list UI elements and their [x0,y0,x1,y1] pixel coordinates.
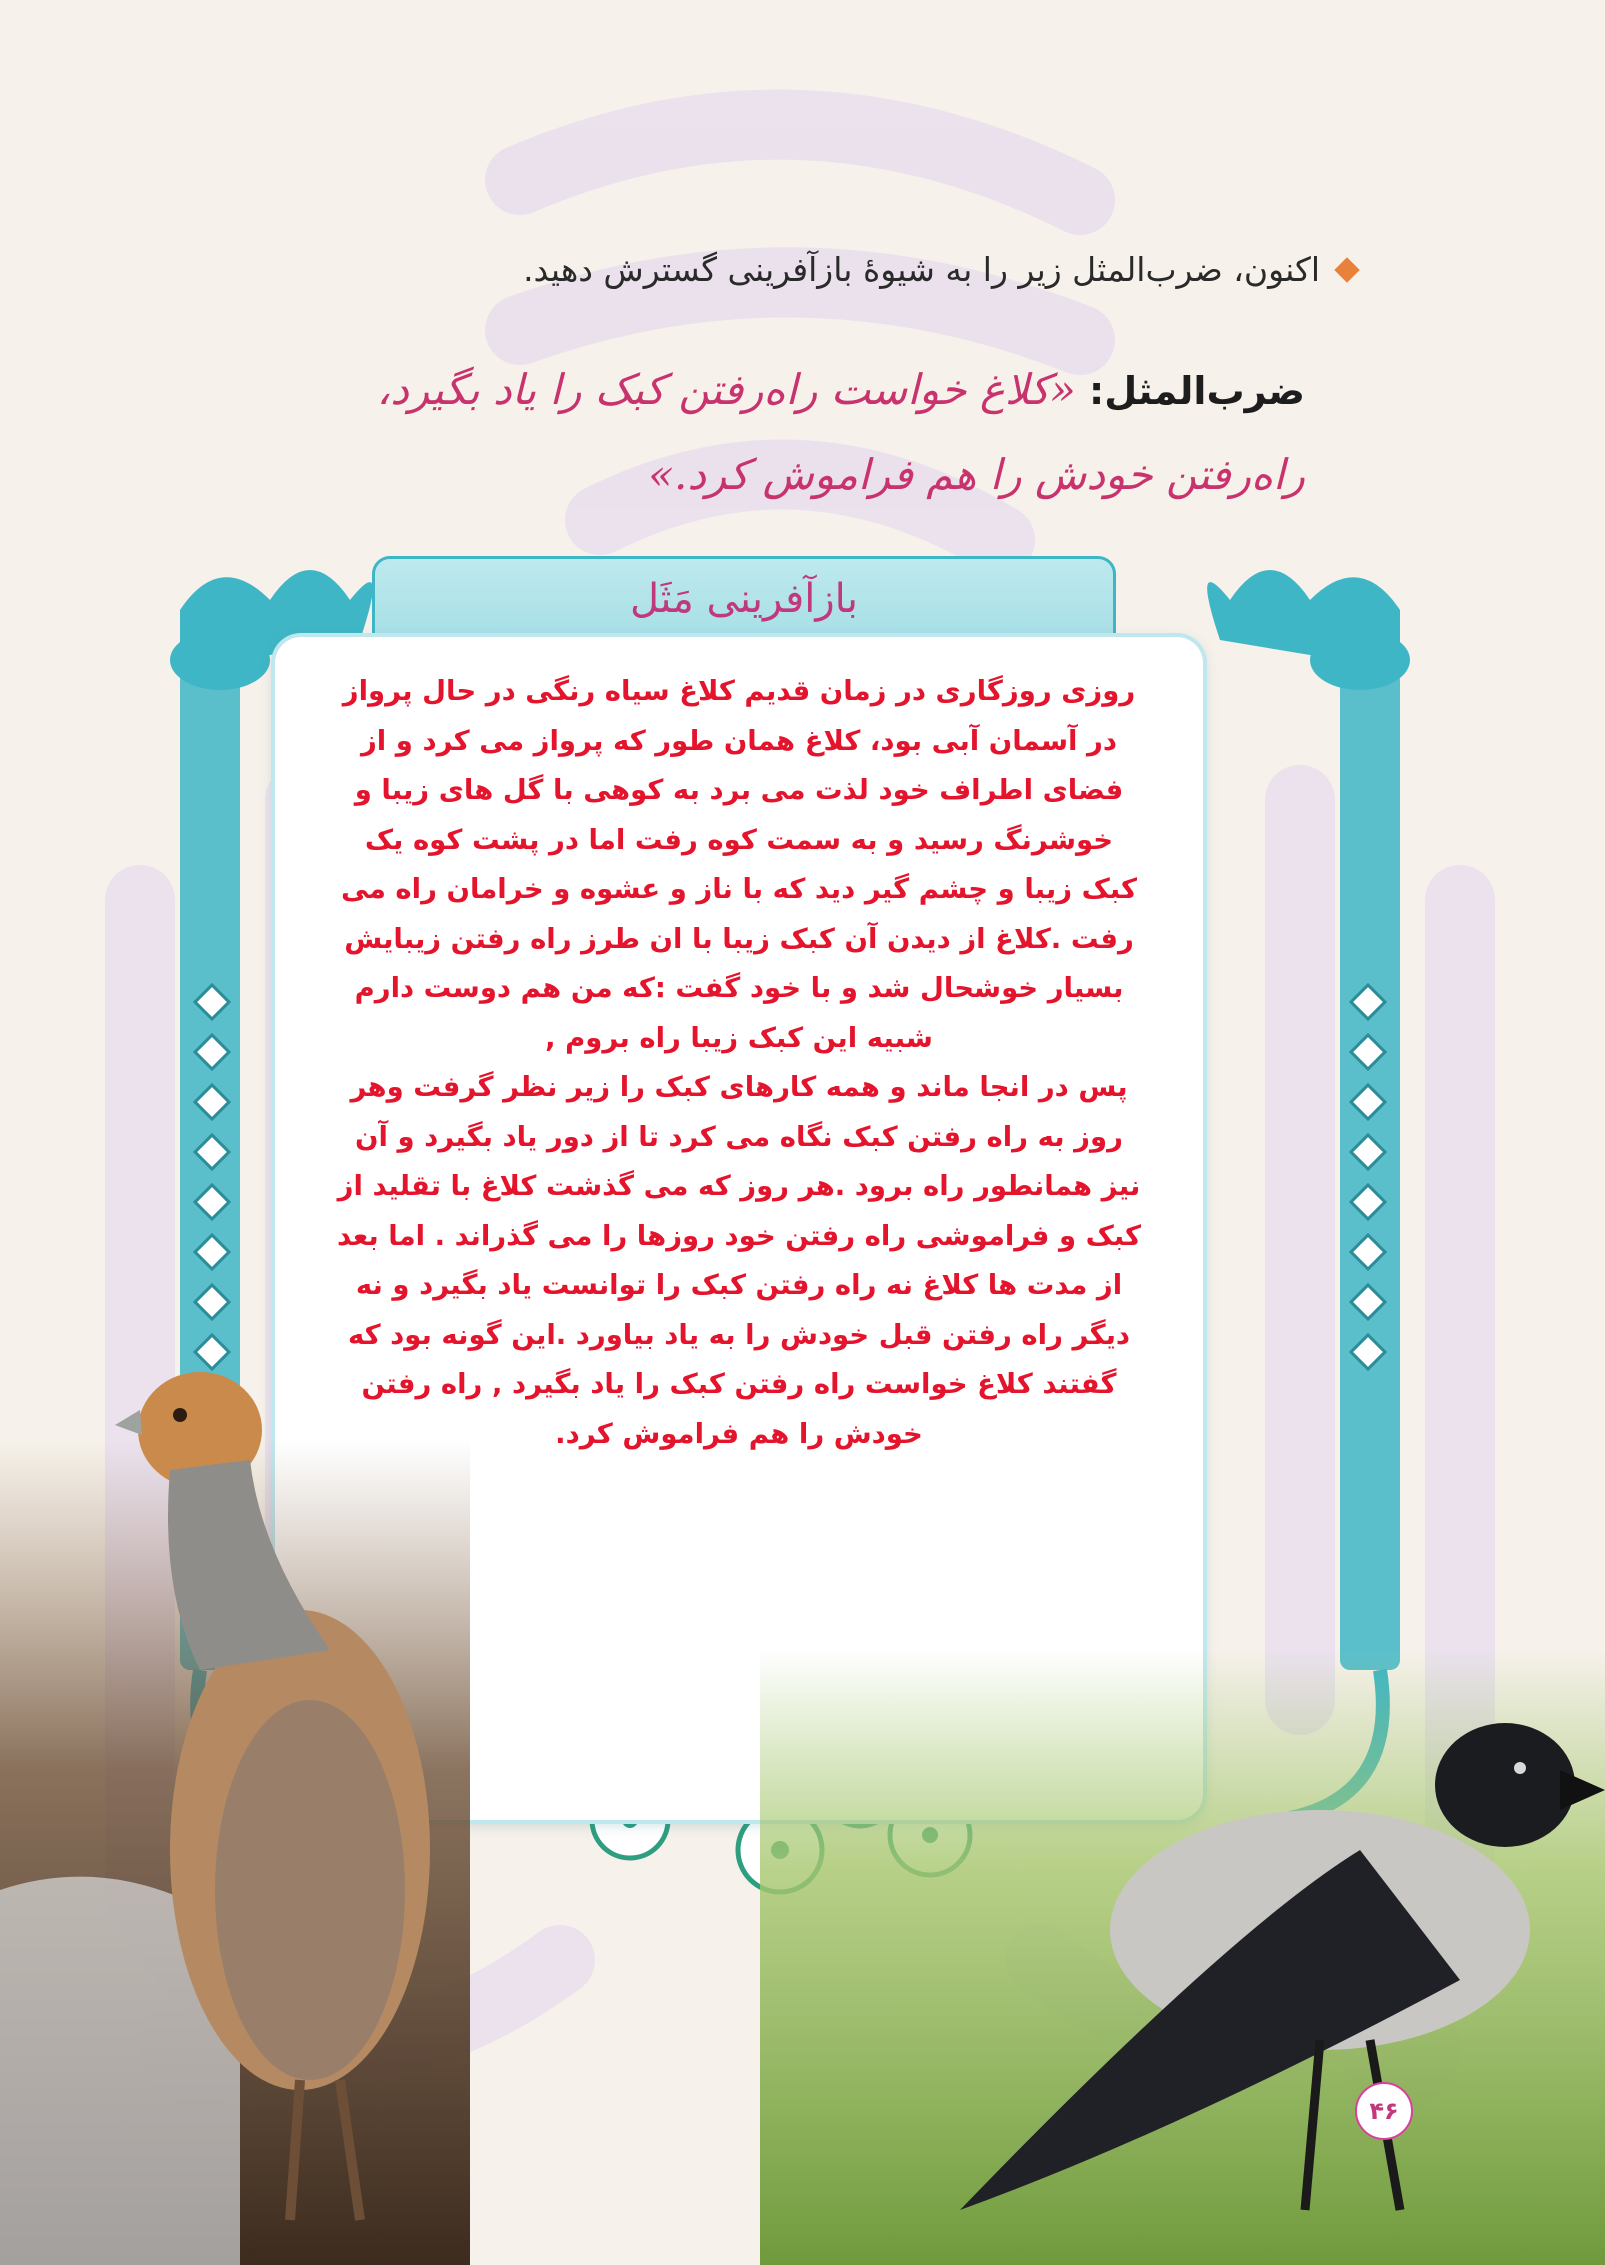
instruction-line [210,250,1360,289]
diamond-bullet-icon [1334,257,1360,283]
story-paragraph-3: پس در انجا ماند و همه کارهای کبک را زیر نظر گرفت وهر روز به راه رفتن کبک نگاه می کرد تا از دور یاد بگیرد و آن نیز همانطور راه برود .هر روز که می گذشت کلاغ با تقلید از کبک و فراموشی راه رفتن خود روزها را می گذراند . اما بعد از مدت ها کلاغ نه راه رفتن کبک را توانست یاد بگیرد و نه دیگر راه رفتن قبل خودش را به یاد بیاورد .این گونه بود که گفتند کلاغ خواست راه رفتن کبک را یاد بگیرد , راه رفتن خودش را هم فراموش کرد. [336,1071,1142,1450]
proverb-label: ضرب‌المثل: [1089,369,1305,413]
proverb-block [235,348,1305,517]
crow-image [760,1650,1605,2265]
proverb-text: «کلاغ خواست راه‌رفتن کبک را یاد بگیرد، راه‌رفتن خودش را هم فراموش کرد.» [376,365,1305,499]
page-number: ۴۶ [1355,2082,1413,2140]
instruction-text: اکنون، ضرب‌المثل زیر را به شیوهٔ بازآفرینی گسترش دهید. [523,250,1320,289]
box-title-tab [372,556,1116,642]
story-paragraph-1: روزی روزگاری در زمان قدیم کلاغ سیاه رنگی در حال پرواز در آسمان آبی بود، کلاغ همان طور که پرواز می کرد و از فضای اطراف خود لذت می برد به کوهی با گل های زیبا و خوشرنگ رسید و به سمت کوه رفت اما در پشت کوه یک کبک زیبا و چشم گیر دید که با ناز و عشوه و خرامان راه می رفت .کلاغ از دیدن آن کبک زیبا با ان طرز راه رفتن زیبایش [341,675,1137,955]
story-paragraph-2: بسیار خوشحال شد و با خود گفت :که من هم دوست دارم شبیه این کبک زیبا راه بروم , [354,972,1124,1054]
box-title: بازآفرینی مَثَل [630,576,858,622]
partridge-image [0,1290,560,2265]
